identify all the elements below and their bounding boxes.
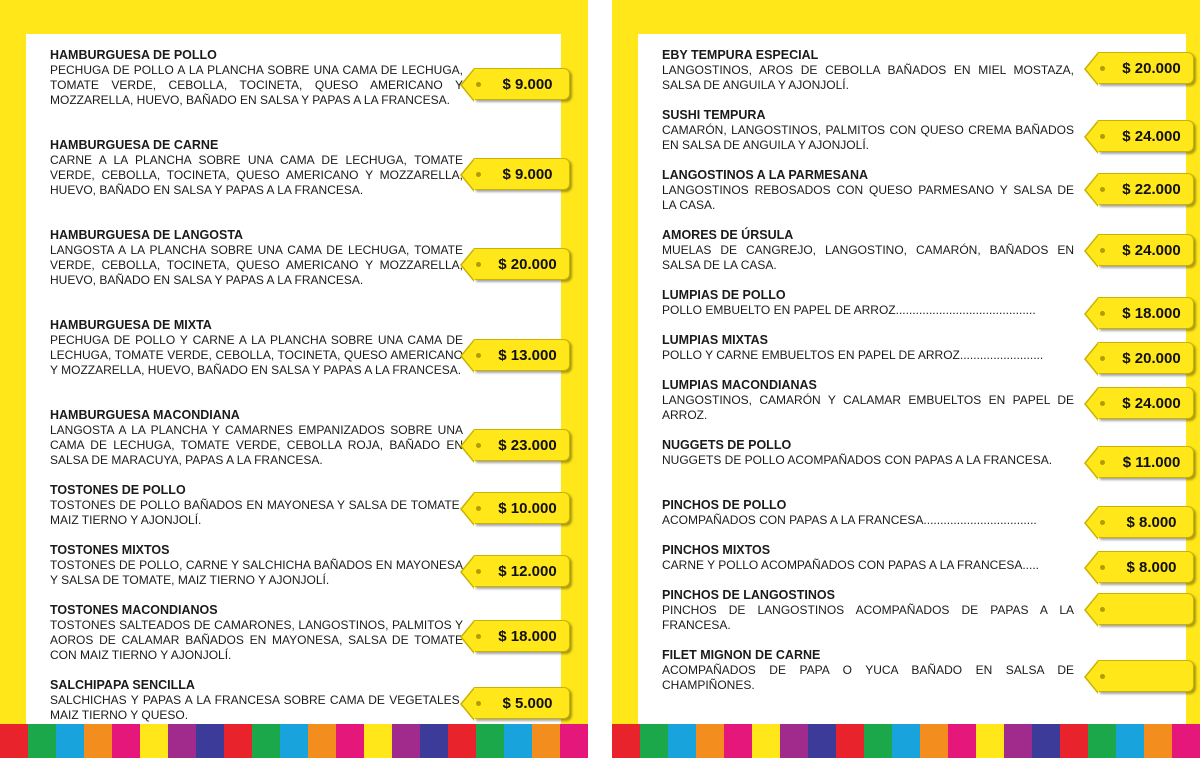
price-tag [474,339,570,371]
item-description: NUGGETS DE POLLO ACOMPAÑADOS CON PAPAS A LA FRANCESA. [662,453,1053,467]
price-tag [1098,446,1194,478]
price-tag [474,555,570,587]
menu-item [662,498,1074,528]
tag-hole-icon [1100,356,1105,361]
item-title: TOSTONES MIXTOS [50,543,170,557]
item-description: PINCHOS DE LANGOSTINOS ACOMPAÑADOS DE PAPAS A LA FRANCESA. [662,603,1074,632]
price-tag [474,687,570,719]
price-label: $ 8.000 [1126,558,1177,576]
price-label: $ 9.000 [502,165,553,183]
item-description: CARNE A LA PLANCHA SOBRE UNA CAMA DE LECHUGA, TOMATE VERDE, CEBOLLA, TOCINETA, QUESO AMERICANO Y MOZZARELLA, HUEVO, BAÑADO EN SALSA Y PAPAS A LA FRANCESA. [50,153,463,197]
stripe-block [140,724,168,758]
stripe-block [0,724,28,758]
item-description: LANGOSTA A LA PLANCHA SOBRE UNA CAMA DE LECHUGA, TOMATE VERDE, CEBOLLA, TOCINETA, QUESO AMERICANO Y MOZZARELLA, HUEVO, BAÑADO EN SALSA Y PAPAS A LA FRANCESA. [50,243,463,287]
tag-hole-icon [476,506,481,511]
price-tag [1098,387,1194,419]
stripe-block [448,724,476,758]
price-label: $ 8.000 [1126,513,1177,531]
menu-item [50,678,463,723]
tag-hole-icon [476,172,481,177]
tag-hole-icon [1100,401,1105,406]
stripe-block [364,724,392,758]
tag-hole-icon [1100,187,1105,192]
tag-hole-icon [476,443,481,448]
menu-item [50,543,463,588]
menu-item [50,228,463,288]
item-description: LANGOSTA A LA PLANCHA Y CAMARNES EMPANIZADOS SOBRE UNA CAMA DE LECHUGA, TOMATE VERDE, CEBOLLA ROJA, BAÑADO EN SALSA DE MARACUYA, PAPAS A LA FRANCESA. [50,423,463,467]
item-title: EBY TEMPURA ESPECIAL [662,48,819,62]
stripe-block [1116,724,1144,758]
menu-item [662,108,1074,153]
stripe-block [640,724,668,758]
tag-hole-icon [1100,674,1105,679]
stripe-block [1144,724,1172,758]
tag-hole-icon [1100,66,1105,71]
price-label: $ 23.000 [498,436,557,454]
stripe-block [696,724,724,758]
item-description: TOSTONES SALTEADOS DE CAMARONES, LANGOSTINOS, PALMITOS Y AOROS DE CALAMAR BAÑADOS EN MAYONESA, SALSA DE TOMATE CON MAIZ TIERNO Y AJONJOLÍ. [50,618,463,662]
stripe-block [976,724,1004,758]
tag-hole-icon [476,701,481,706]
stripe-block [808,724,836,758]
tag-hole-icon [1100,565,1105,570]
item-description: POLLO EMBUELTO EN PAPEL DE ARROZ.......................................... [662,303,1036,317]
item-title: LUMPIAS DE POLLO [662,288,786,302]
item-title: HAMBURGUESA MACONDIANA [50,408,240,422]
stripe-block [392,724,420,758]
stripe-block [612,724,640,758]
price-label: $ 10.000 [498,499,557,517]
tag-hole-icon [1100,311,1105,316]
stripe-block [532,724,560,758]
item-title: LUMPIAS MIXTAS [662,333,769,347]
stripe-block [752,724,780,758]
menu-item [50,483,463,528]
item-description: CAMARÓN, LANGOSTINOS, PALMITOS CON QUESO CREMA BAÑADOS EN SALSA DE ANGUILA Y AJONJOLÍ. [662,123,1074,152]
stripe-block [1060,724,1088,758]
item-title: HAMBURGUESA DE MIXTA [50,318,212,332]
stripe-block [1088,724,1116,758]
color-stripe-right [612,724,1200,758]
menu-page-left [0,0,588,758]
price-tag [474,429,570,461]
price-tag [1098,120,1194,152]
tag-hole-icon [1100,134,1105,139]
menu-item [50,408,463,468]
price-tag [474,492,570,524]
item-description: CARNE Y POLLO ACOMPAÑADOS CON PAPAS A LA FRANCESA..... [662,558,1040,572]
price-tag [1098,173,1194,205]
stripe-block [948,724,976,758]
stripe-block [836,724,864,758]
price-label: $ 12.000 [498,562,557,580]
item-title: HAMBURGUESA DE LANGOSTA [50,228,244,242]
menu-item [662,438,1074,468]
stripe-block [1032,724,1060,758]
price-label: $ 24.000 [1122,394,1181,412]
menu-item [50,603,463,663]
price-label: $ 20.000 [1122,349,1181,367]
stripe-block [892,724,920,758]
item-title: SALCHIPAPA SENCILLA [50,678,195,692]
menu-page-right [612,0,1200,758]
stripe-block [308,724,336,758]
item-description: PECHUGA DE POLLO Y CARNE A LA PLANCHA SOBRE UNA CAMA DE LECHUGA, TOMATE VERDE, CEBOLLA, TOCINETA, QUESO AMERICANO Y MOZZARELLA, HUEVO, BAÑADO EN SALSA Y PAPAS A LA FRANCESA. [50,333,463,377]
menu-item [662,543,1074,573]
tag-hole-icon [476,82,481,87]
tag-hole-icon [476,262,481,267]
item-description: LANGOSTINOS, AROS DE CEBOLLA BAÑADOS EN MIEL MOSTAZA, SALSA DE ANGUILA Y AJONJOLÍ. [662,63,1074,92]
price-tag [1098,342,1194,374]
tag-hole-icon [476,353,481,358]
tag-hole-icon [476,569,481,574]
price-tag [1098,593,1194,625]
price-label: $ 5.000 [502,694,553,712]
stripe-block [112,724,140,758]
price-tag [1098,234,1194,266]
item-title: LUMPIAS MACONDIANAS [662,378,817,392]
price-label: $ 11.000 [1122,453,1181,471]
stripe-block [504,724,532,758]
item-description: ACOMPAÑADOS DE PAPA O YUCA BAÑADO EN SALSA DE CHAMPIÑONES. [662,663,1074,692]
price-tag [1098,551,1194,583]
stripe-block [224,724,252,758]
stripe-block [864,724,892,758]
item-title: SUSHI TEMPURA [662,108,766,122]
stripe-block [920,724,948,758]
stripe-block [84,724,112,758]
stripe-block [476,724,504,758]
menu-item [662,378,1074,423]
menu-item [50,48,463,108]
menu-item [662,228,1074,273]
price-label: $ 18.000 [1122,304,1181,322]
item-description: MUELAS DE CANGREJO, LANGOSTINO, CAMARÓN, BAÑADOS EN SALSA DE LA CASA. [662,243,1074,272]
menu-item [662,288,1074,318]
price-label: $ 24.000 [1122,241,1181,259]
item-title: HAMBURGUESA DE POLLO [50,48,217,62]
item-title: AMORES DE ÚRSULA [662,228,794,242]
item-title: PINCHOS DE LANGOSTINOS [662,588,835,602]
stripe-block [780,724,808,758]
tag-hole-icon [1100,520,1105,525]
price-tag [1098,660,1194,692]
price-tag [474,68,570,100]
menu-item [662,168,1074,213]
menu-item [662,48,1074,93]
item-description: SALCHICHAS Y PAPAS A LA FRANCESA SOBRE CAMA DE VEGETALES, MAIZ TIERNO Y QUESO. [50,693,463,722]
item-description: POLLO Y CARNE EMBUELTOS EN PAPEL DE ARROZ......................... [662,348,1044,362]
item-title: TOSTONES DE POLLO [50,483,186,497]
price-tag [1098,52,1194,84]
price-tag [474,158,570,190]
color-stripe-left [0,724,588,758]
price-label: $ 22.000 [1122,180,1181,198]
stripe-block [28,724,56,758]
price-label: $ 20.000 [1122,59,1181,77]
stripe-block [668,724,696,758]
item-title: HAMBURGUESA DE CARNE [50,138,219,152]
tag-hole-icon [1100,607,1105,612]
stripe-block [1172,724,1200,758]
stripe-block [560,724,588,758]
item-description: PECHUGA DE POLLO A LA PLANCHA SOBRE UNA CAMA DE LECHUGA, TOMATE VERDE, CEBOLLA, TOCINETA, QUESO AMERICANO Y MOZZARELLA, HUEVO, BAÑADO EN SALSA Y PAPAS A LA FRANCESA. [50,63,463,107]
price-tag [474,620,570,652]
item-description: LANGOSTINOS REBOSADOS CON QUESO PARMESANO Y SALSA DE LA CASA. [662,183,1074,212]
stripe-block [724,724,752,758]
menu-item [662,333,1074,363]
stripe-block [336,724,364,758]
menu-item [50,318,463,378]
stripe-block [1004,724,1032,758]
stripe-block [196,724,224,758]
price-label: $ 13.000 [498,346,557,364]
item-title: NUGGETS DE POLLO [662,438,792,452]
item-title: TOSTONES MACONDIANOS [50,603,218,617]
price-label: $ 18.000 [498,627,557,645]
menu-item [662,648,1074,693]
tag-hole-icon [1100,460,1105,465]
price-label: $ 20.000 [498,255,557,273]
menu-item [662,588,1074,633]
item-title: PINCHOS MIXTOS [662,543,771,557]
price-tag [1098,506,1194,538]
item-description: TOSTONES DE POLLO BAÑADOS EN MAYONESA Y SALSA DE TOMATE, MAIZ TIERNO Y AJONJOLÍ. [50,498,463,527]
tag-hole-icon [1100,248,1105,253]
tag-hole-icon [476,634,481,639]
item-description: LANGOSTINOS, CAMARÓN Y CALAMAR EMBUELTOS EN PAPEL DE ARROZ. [662,393,1074,422]
price-tag [474,248,570,280]
price-label: $ 9.000 [502,75,553,93]
stripe-block [280,724,308,758]
stripe-block [252,724,280,758]
item-description: ACOMPAÑADOS CON PAPAS A LA FRANCESA.................................. [662,513,1037,527]
stripe-block [56,724,84,758]
stripe-block [168,724,196,758]
item-title: FILET MIGNON DE CARNE [662,648,821,662]
price-tag [1098,297,1194,329]
stripe-block [420,724,448,758]
price-label: $ 24.000 [1122,127,1181,145]
item-title: LANGOSTINOS A LA PARMESANA [662,168,869,182]
item-description: TOSTONES DE POLLO, CARNE Y SALCHICHA BAÑADOS EN MAYONESA Y SALSA DE TOMATE, MAIZ TIERNO Y AJONJOLÍ. [50,558,463,587]
item-title: PINCHOS DE POLLO [662,498,787,512]
menu-item [50,138,463,198]
